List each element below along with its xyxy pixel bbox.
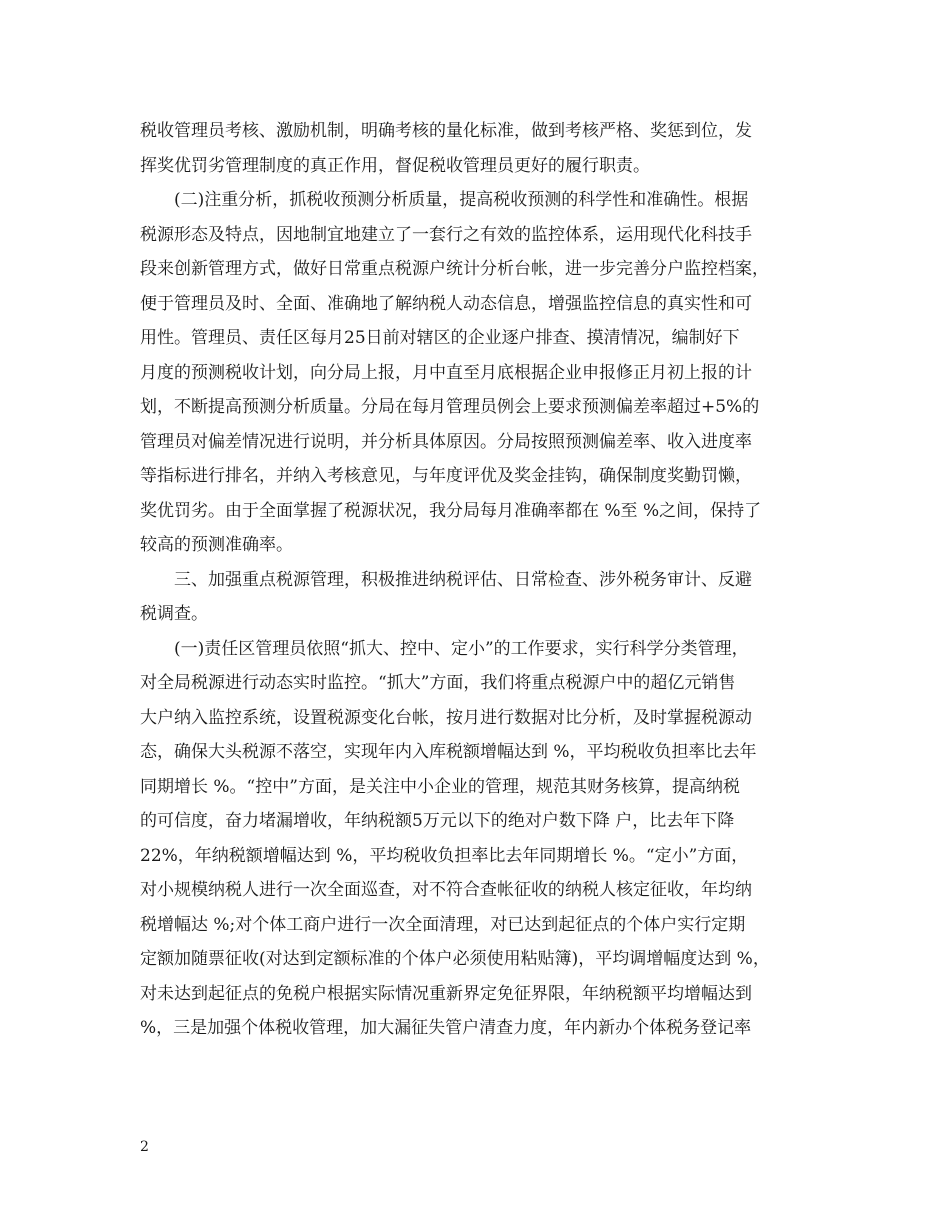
text-line: %，三是加强个体税收管理，加大漏征失管户清查力度，年内新办个体税务登记率	[140, 1018, 752, 1038]
text-line: 管理员对偏差情况进行说明，并分析具体原因。分局按照预测偏差率、收入进度率	[140, 432, 752, 452]
text-line: 对全局税源进行动态实时监控。“抓大”方面，我们将重点税源户中的超亿元销售	[140, 673, 736, 693]
text-line: 奖优罚劣。由于全面掌握了税源状况，我分局每月准确率都在 %至 %之间，保持了	[140, 501, 762, 521]
text-line: 三、加强重点税源管理，积极推进纳税评估、日常检查、涉外税务审计、反避	[174, 570, 752, 590]
text-line: (一)责任区管理员依照“抓大、控中、定小”的工作要求，实行科学分类管理，	[174, 639, 749, 659]
text-line: 税增幅达 %;对个体工商户进行一次全面清理，对已达到起征点的个体户实行定期	[140, 915, 746, 935]
text-line: 税调查。	[140, 604, 208, 624]
text-line: 挥奖优罚劣管理制度的真正作用，督促税收管理员更好的履行职责。	[140, 156, 650, 176]
text-line: 月度的预测税收计划，向分局上报，月中直至月底根据企业申报修正月初上报的计	[140, 363, 752, 383]
text-line: 对未达到起征点的免税户根据实际情况重新界定免征界限，年纳税额平均增幅达到	[140, 984, 752, 1004]
text-line: 大户纳入监控系统，设置税源变化台帐，按月进行数据对比分析，及时掌握税源动	[140, 708, 752, 728]
text-line: 用性。管理员、责任区每月25日前对辖区的企业逐户排查、摸清情况，编制好下	[140, 328, 740, 348]
text-line: 较高的预测准确率。	[140, 535, 293, 555]
text-line: 对小规模纳税人进行一次全面巡查，对不符合查帐征收的纳税人核定征收，年均纳	[140, 880, 752, 900]
page-number: 2	[140, 1139, 149, 1155]
text-line: 同期增长 %。“控中”方面，是关注中小企业的管理，规范其财务核算，提高纳税	[140, 777, 740, 797]
text-line: 税源形态及特点，因地制宜地建立了一套行之有效的监控体系，运用现代化科技手	[140, 225, 752, 245]
text-line: (二)注重分析，抓税收预测分析质量，提高税收预测的科学性和准确性。根据	[174, 190, 749, 210]
text-line: 划，不断提高预测分析质量。分局在每月管理员例会上要求预测偏差率超过+5%的	[140, 397, 760, 417]
text-line: 的可信度，奋力堵漏增收，年纳税额5万元以下的绝对户数下降 户，比去年下降	[140, 811, 735, 831]
text-line: 22%，年纳税额增幅达到 %，平均税收负担率比去年同期增长 %。“定小”方面，	[140, 846, 749, 866]
text-line: 定额加随票征收(对达到定额标准的个体户必须使用粘贴簿)，平均调增幅度达到 %，	[140, 949, 770, 969]
text-line: 税收管理员考核、激励机制，明确考核的量化标准，做到考核严格、奖惩到位，发	[140, 121, 752, 141]
text-line: 段来创新管理方式，做好日常重点税源户统计分析台帐，进一步完善分户监控档案，	[140, 259, 769, 279]
text-line: 等指标进行排名，并纳入考核意见，与年度评优及奖金挂钩，确保制度奖勤罚懒，	[140, 466, 752, 486]
text-line: 便于管理员及时、全面、准确地了解纳税人动态信息，增强监控信息的真实性和可	[140, 294, 752, 314]
text-line: 态，确保大头税源不落空，实现年内入库税额增幅达到 %，平均税收负担率比去年	[140, 742, 757, 762]
